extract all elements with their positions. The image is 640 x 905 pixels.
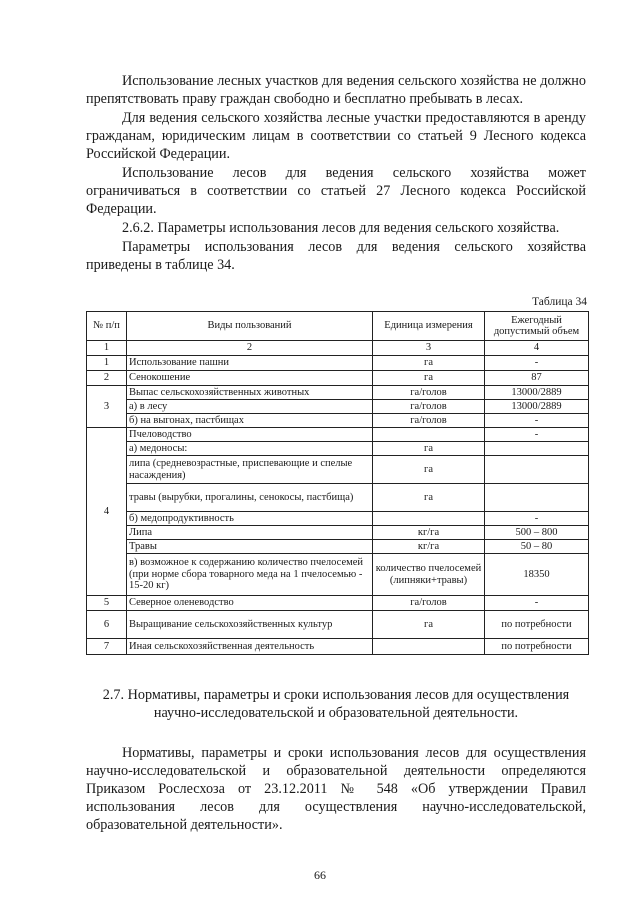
row-usage: Травы (127, 540, 373, 554)
row-usage: липа (средневозрастные, приспевающие и спелые насаждения) (127, 456, 373, 484)
row-volume (485, 456, 589, 484)
column-number-row (87, 341, 589, 356)
row-unit: количество пчелосемей (липняки+травы) (373, 554, 485, 596)
row-unit: га (373, 611, 485, 639)
table-row (87, 554, 589, 596)
table-caption: Таблица 34 (532, 296, 587, 308)
row-usage: травы (вырубки, прогалины, сенокосы, пастбища) (127, 484, 373, 512)
row-unit (373, 639, 485, 655)
row-volume: 13000/2889 (485, 400, 589, 414)
row-volume: 18350 (485, 554, 589, 596)
row-volume (485, 484, 589, 512)
table-row (87, 371, 589, 386)
row-usage: Липа (127, 526, 373, 540)
row-volume: - (485, 414, 589, 428)
table-row (87, 639, 589, 655)
row-unit: га/голов (373, 386, 485, 400)
row-number: 5 (87, 596, 127, 611)
row-number: 6 (87, 611, 127, 639)
row-volume: - (485, 512, 589, 526)
table-row (87, 400, 589, 414)
row-usage: а) в лесу (127, 400, 373, 414)
row-unit (373, 512, 485, 526)
header-annual-volume: Ежегодный допустимый объем (485, 312, 589, 341)
table-row (87, 611, 589, 639)
row-usage: Использование пашни (127, 356, 373, 371)
section-title: 2.7. Нормативы, параметры и сроки использования лесов для осуществления научно-исследовательской и образовательной деятельности. (102, 687, 570, 721)
row-number: 4 (87, 428, 127, 596)
row-number: 2 (87, 371, 127, 386)
row-volume: по потребности (485, 639, 589, 655)
row-usage: а) медоносы: (127, 442, 373, 456)
col-number-4: 4 (485, 341, 589, 356)
col-number-2: 2 (127, 341, 373, 356)
table-row (87, 596, 589, 611)
row-volume: - (485, 596, 589, 611)
row-unit: кг/га (373, 540, 485, 554)
table-row (87, 484, 589, 512)
row-usage: б) на выгонах, пастбищах (127, 414, 373, 428)
table-header-row (87, 312, 589, 341)
header-usage-type: Виды пользований (127, 312, 373, 341)
table-row (87, 540, 589, 554)
row-usage: Иная сельскохозяйственная деятельность (127, 639, 373, 655)
paragraph-5: Параметры использования лесов для ведения сельского хозяйства приведены в таблице 34. (86, 239, 586, 273)
row-unit: га (373, 356, 485, 371)
row-usage: в) возможное к содержанию количество пчелосемей (при норме сбора товарного меда на 1 пчелосемью - 15-20 кг) (127, 554, 373, 596)
row-unit: га/голов (373, 596, 485, 611)
row-volume: 50 – 80 (485, 540, 589, 554)
table-row (87, 414, 589, 428)
row-usage: Северное оленеводство (127, 596, 373, 611)
row-number: 1 (87, 356, 127, 371)
usage-parameters-table (86, 311, 589, 655)
intro-text (86, 72, 586, 274)
row-unit: га (373, 456, 485, 484)
row-volume: 13000/2889 (485, 386, 589, 400)
header-unit: Единица измерения (373, 312, 485, 341)
row-volume (485, 442, 589, 456)
row-volume: 87 (485, 371, 589, 386)
row-usage: Пчеловодство (127, 428, 373, 442)
row-unit: га (373, 371, 485, 386)
header-number: № п/п (87, 312, 127, 341)
paragraph-2: Для ведения сельского хозяйства лесные участки предоставляются в аренду гражданам, юридическим лицам в соответствии со статьей 9 Лесного кодекса Российской Федерации. (86, 110, 586, 162)
row-unit: га (373, 442, 485, 456)
table-row (87, 456, 589, 484)
row-unit: кг/га (373, 526, 485, 540)
table-row (87, 442, 589, 456)
paragraph-3: Использование лесов для ведения сельского хозяйства может ограничиваться в соответствии со статьей 27 Лесного кодекса Российской Федерации. (86, 165, 586, 217)
row-usage: б) медопродуктивность (127, 512, 373, 526)
final-text (86, 744, 586, 834)
row-number: 3 (87, 386, 127, 428)
row-volume: - (485, 356, 589, 371)
final-paragraph: Нормативы, параметры и сроки использования лесов для осуществления научно-исследовательской и образовательной деятельности определяются Приказом Рослесхоза от 23.12.2011 № 548 «Об утверждении Правил использования лесов для осуществления научно-исследовательской, образовательной деятельности». (86, 745, 586, 833)
row-unit: га (373, 484, 485, 512)
row-volume: 500 – 800 (485, 526, 589, 540)
row-unit: га/голов (373, 400, 485, 414)
table-row (87, 356, 589, 371)
col-number-3: 3 (373, 341, 485, 356)
row-usage: Выращивание сельскохозяйственных культур (127, 611, 373, 639)
table-row (87, 526, 589, 540)
table-row (87, 512, 589, 526)
page-number: 66 (314, 868, 326, 882)
paragraph-1: Использование лесных участков для ведения сельского хозяйства не должно препятствовать праву граждан свободно и бесплатно пребывать в лесах. (86, 73, 586, 107)
row-unit: га/голов (373, 414, 485, 428)
row-unit (373, 428, 485, 442)
col-number-1: 1 (87, 341, 127, 356)
row-volume: - (485, 428, 589, 442)
paragraph-4: 2.6.2. Параметры использования лесов для ведения сельского хозяйства. (122, 220, 560, 236)
row-number: 7 (87, 639, 127, 655)
row-usage: Выпас сельскохозяйственных животных (127, 386, 373, 400)
table-row (87, 428, 589, 442)
table-row (87, 386, 589, 400)
row-volume: по потребности (485, 611, 589, 639)
row-usage: Сенокошение (127, 371, 373, 386)
